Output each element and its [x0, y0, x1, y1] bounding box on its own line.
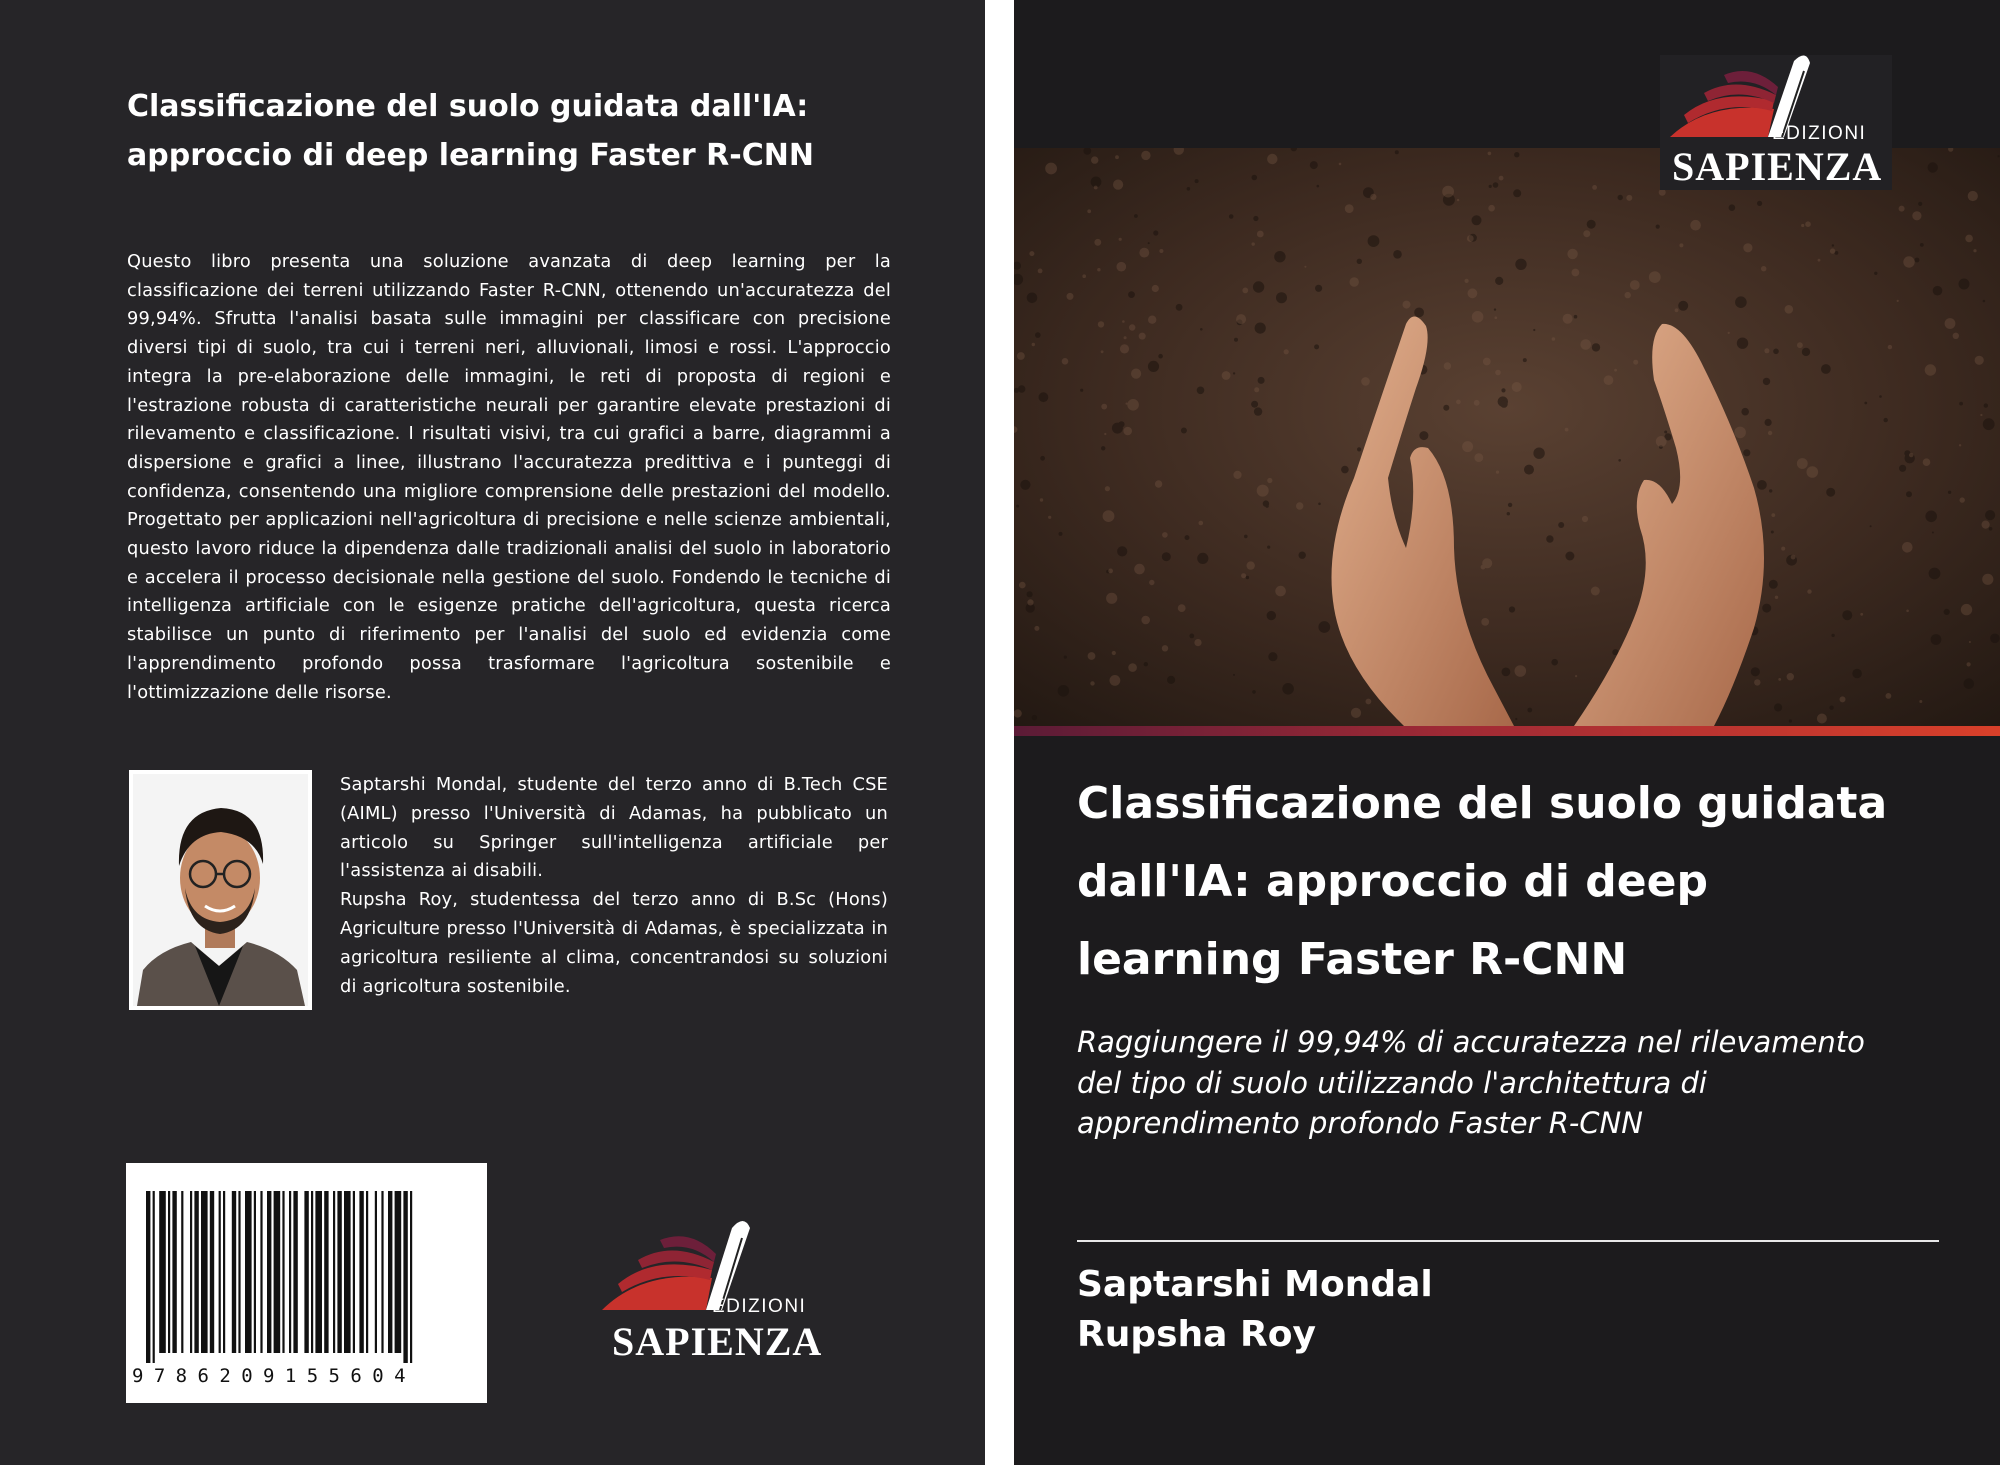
front-cover-title: Classificazione del suolo guidata dall'IA: approccio di deep learning Faster R-CNN	[1077, 778, 1888, 985]
author-photo	[129, 770, 312, 1010]
soil-hands-photo	[1014, 148, 2000, 726]
front-cover-subtitle: Raggiungere il 99,94% di accuratezza nel rilevamento del tipo di suolo utilizzando l'architettura di apprendimento profondo Faster R-CNN	[1077, 1025, 1865, 1140]
accent-stripe	[1014, 726, 2000, 736]
spine-gap	[985, 0, 1014, 1465]
author-bio	[340, 771, 888, 1001]
isbn-digits: 9786209155604	[132, 1365, 416, 1387]
author-name: Rupsha Roy	[1077, 1314, 1316, 1355]
back-cover-description: Questo libro presenta una soluzione avanzata di deep learning per la classificazione dei terreni utilizzando Faster R-CNN, ottenendo un'accuratezza del 99,94%. Sfrutta l'analisi basata sulle immagini per classificare con precisione diversi tipi di suolo, tra cui i terreni neri, alluvionali, limosi e rossi. L'approccio integra la pre-elaborazione delle immagini, le reti di proposta di regioni e l'estrazione robusta di caratteristiche neurali per garantire elevate prestazioni di rilevamento e classificazione. I risultati visivi, tra cui grafici a barre, diagrammi a dispersione e grafici a linee, illustrano l'accuratezza predittiva e i punteggi di confidenza, consentendo una migliore comprensione delle prestazioni del modello. Progettato per applicazioni nell'agricoltura di precisione e nelle scienze ambientali, questo lavoro riduce la dipendenza dalle tradizionali analisi del suolo in laboratorio e accelera il processo decisionale nella gestione del suolo. Fondendo le tecniche di intelligenza artificiale con le esigenze pratiche dell'agricoltura, questa ricerca stabilisce un punto di riferimento per l'analisi del suolo ed evidenzia come l'apprendimento profondo possa trasformare l'agricoltura sostenibile e l'ottimizzazione delle risorse.	[127, 251, 891, 703]
front-cover-authors	[1077, 1260, 1433, 1360]
isbn-barcode	[126, 1163, 487, 1403]
author-bio-rupsha: Rupsha Roy, studentessa del terzo anno di B.Sc (Hons) Agriculture presso l'Università di Adamas, è specializzata in agricoltura resiliente al clima, concentrandosi su soluzioni di agricoltura sostenibile.	[340, 889, 888, 997]
publisher-name-back: SAPIENZA	[612, 1319, 823, 1364]
publisher-imprint-label-front: EDIZIONI	[1772, 123, 1867, 144]
publisher-logo-front	[1660, 55, 1892, 190]
publisher-name-front: SAPIENZA	[1672, 144, 1883, 189]
front-divider	[1077, 1240, 1939, 1242]
author-name: Saptarshi Mondal	[1077, 1264, 1433, 1305]
back-cover-title: Classificazione del suolo guidata dall'IA: approccio di deep learning Faster R-CNN	[127, 89, 814, 173]
publisher-imprint-label-back: EDIZIONI	[712, 1296, 807, 1317]
barcode-bars	[126, 1163, 487, 1363]
author-bio-saptarshi: Saptarshi Mondal, studente del terzo anno di B.Tech CSE (AIML) presso l'Università di Adamas, ha pubblicato un articolo su Springer sull'intelligenza artificiale per l'assistenza ai disabili.	[340, 774, 888, 882]
publisher-logo-back	[602, 1218, 824, 1364]
